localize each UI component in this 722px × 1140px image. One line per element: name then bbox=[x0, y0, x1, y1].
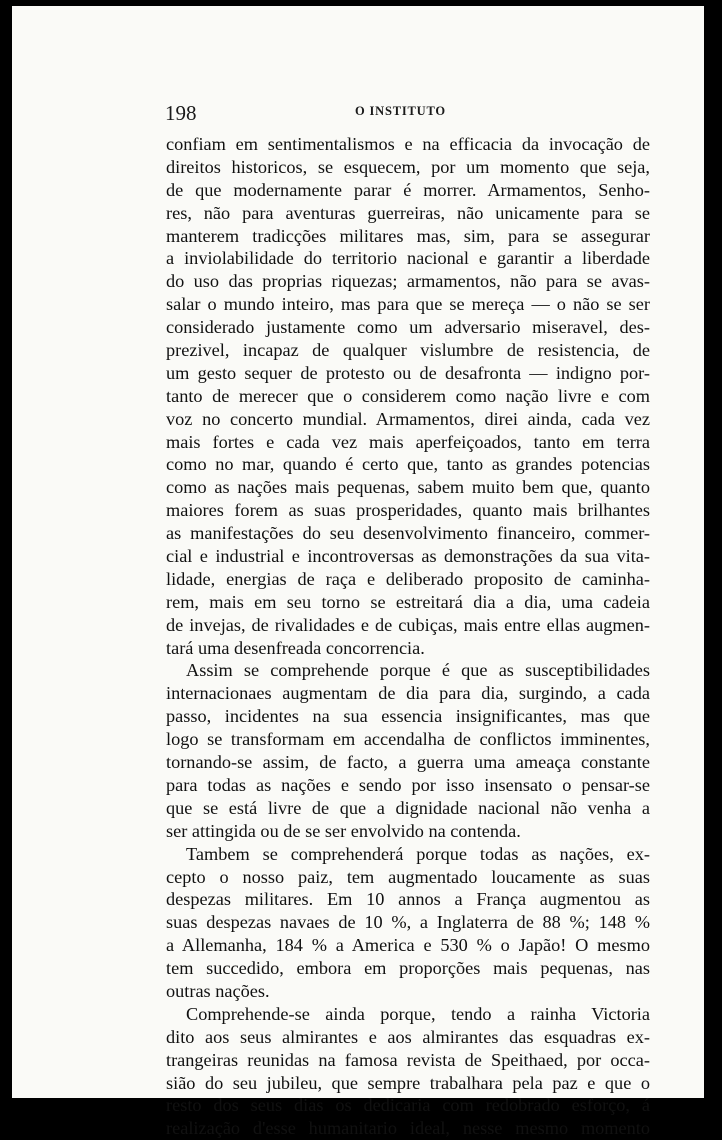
text-line: confiam em sentimentalismos e na efficacia da invocação de bbox=[166, 134, 650, 154]
text-line: as manifestações do seu desenvolvimento financeiro, commer- bbox=[166, 523, 650, 544]
text-line: tornando-se assim, de facto, a guerra uma ameaça constante bbox=[166, 752, 650, 773]
text-line: direitos historicos, se esquecem, por um momento que seja, bbox=[166, 156, 650, 177]
text-line: como as nações mais pequenas, sabem muito bem que, quanto bbox=[166, 477, 650, 498]
paragraph bbox=[166, 843, 650, 1003]
text-line: outras nações. bbox=[166, 980, 270, 1001]
text-line: despezas militares. Em 10 annos a França augmentou as bbox=[166, 889, 650, 910]
text-line: cepto o nosso paiz, tem augmentado loucamente as suas bbox=[166, 866, 650, 887]
text-line: sião do seu jubileu, que sempre trabalhara pela paz e que o bbox=[166, 1072, 650, 1093]
text-line: Assim se comprehende porque é que as susceptibilidades bbox=[186, 660, 650, 681]
text-line: mais fortes e cada vez mais aperfeiçoados, tanto em terra bbox=[166, 431, 650, 452]
text-line: resto dos seus dias os dedicaria com redobrado esforço, á bbox=[166, 1095, 650, 1116]
text-line: logo se transformam em accendalha de conflictos imminentes, bbox=[166, 729, 650, 750]
text-line: res, não para aventuras guerreiras, não unicamente para se bbox=[166, 202, 650, 223]
text-line: Comprehende-se ainda porque, tendo a rainha Victoria bbox=[186, 1003, 650, 1024]
text-line: dito aos seus almirantes e aos almirantes das esquadras ex- bbox=[166, 1026, 650, 1047]
text-line: voz no concerto mundial. Armamentos, direi ainda, cada vez bbox=[166, 408, 650, 429]
page-number: 198 bbox=[165, 101, 197, 125]
text-line: manterem tradicções militares mas, sim, para se assegurar bbox=[166, 225, 650, 246]
text-line: cial e industrial e incontroversas as demonstrações da sua vita- bbox=[166, 546, 650, 567]
paragraph bbox=[166, 1003, 650, 1140]
text-line: suas despezas navaes de 10 %, a Inglaterra de 88 %; 148 % bbox=[166, 912, 650, 933]
text-line: de que modernamente parar é morrer. Armamentos, Senho- bbox=[166, 179, 650, 200]
text-line: tará uma desenfreada concorrencia. bbox=[166, 637, 425, 658]
text-line: internacionaes augmentam de dia para dia, surgindo, a cada bbox=[166, 683, 650, 704]
text-line: tem succedido, embora em proporções mais pequenas, nas bbox=[166, 958, 650, 979]
text-line: Tambem se comprehenderá porque todas as nações, ex- bbox=[186, 843, 650, 864]
body-text bbox=[166, 133, 650, 1140]
text-line: do uso das proprias riquezas; armamentos, não para se avas- bbox=[166, 271, 650, 292]
text-line: para todas as nações e sendo por isso insensato o pensar-se bbox=[166, 774, 650, 795]
text-line: um gesto sequer de protesto ou de desafronta — indigno por- bbox=[166, 362, 650, 383]
text-line: como no mar, quando é certo que, tanto as grandes potencias bbox=[166, 454, 650, 475]
text-line: a Allemanha, 184 % a America e 530 % o Japão! O mesmo bbox=[166, 935, 650, 956]
page-header bbox=[165, 101, 565, 125]
text-line: tanto de merecer que o considerem como nação livre e com bbox=[166, 385, 650, 406]
text-line: rem, mais em seu torno se estreitará dia a dia, uma cadeia bbox=[166, 591, 650, 612]
text-line: trangeiras reunidas na famosa revista de Speithaed, por occa- bbox=[166, 1049, 650, 1070]
paragraph bbox=[166, 133, 650, 659]
text-line: considerado justamente como um adversario miseravel, des- bbox=[166, 317, 650, 338]
paragraph bbox=[166, 659, 650, 842]
text-line: de invejas, de rivalidades e de cubiças, mais entre ellas augmen- bbox=[166, 614, 650, 635]
text-line: lidade, energias de raça e deliberado proposito de caminha- bbox=[166, 568, 650, 589]
text-line: a inviolabilidade do territorio nacional e garantir a liberdade bbox=[166, 248, 650, 269]
running-title: O INSTITUTO bbox=[355, 104, 446, 118]
text-line: que se está livre de que a dignidade nacional não venha a bbox=[166, 797, 650, 818]
text-line: realização d'esse humanitario ideal, nesse mesmo momento bbox=[166, 1118, 650, 1139]
text-line: ser attingida ou de se ser envolvido na contenda. bbox=[166, 820, 521, 841]
text-line: prezivel, incapaz de qualquer vislumbre de resistencia, de bbox=[166, 340, 650, 361]
text-line: passo, incidentes na sua essencia insignificantes, mas que bbox=[166, 706, 650, 727]
text-line: salar o mundo inteiro, mas para que se mereça — o não se ser bbox=[166, 294, 650, 315]
book-page bbox=[12, 6, 704, 1139]
text-line: maiores forem as suas prosperidades, quanto mais brilhantes bbox=[166, 500, 650, 521]
